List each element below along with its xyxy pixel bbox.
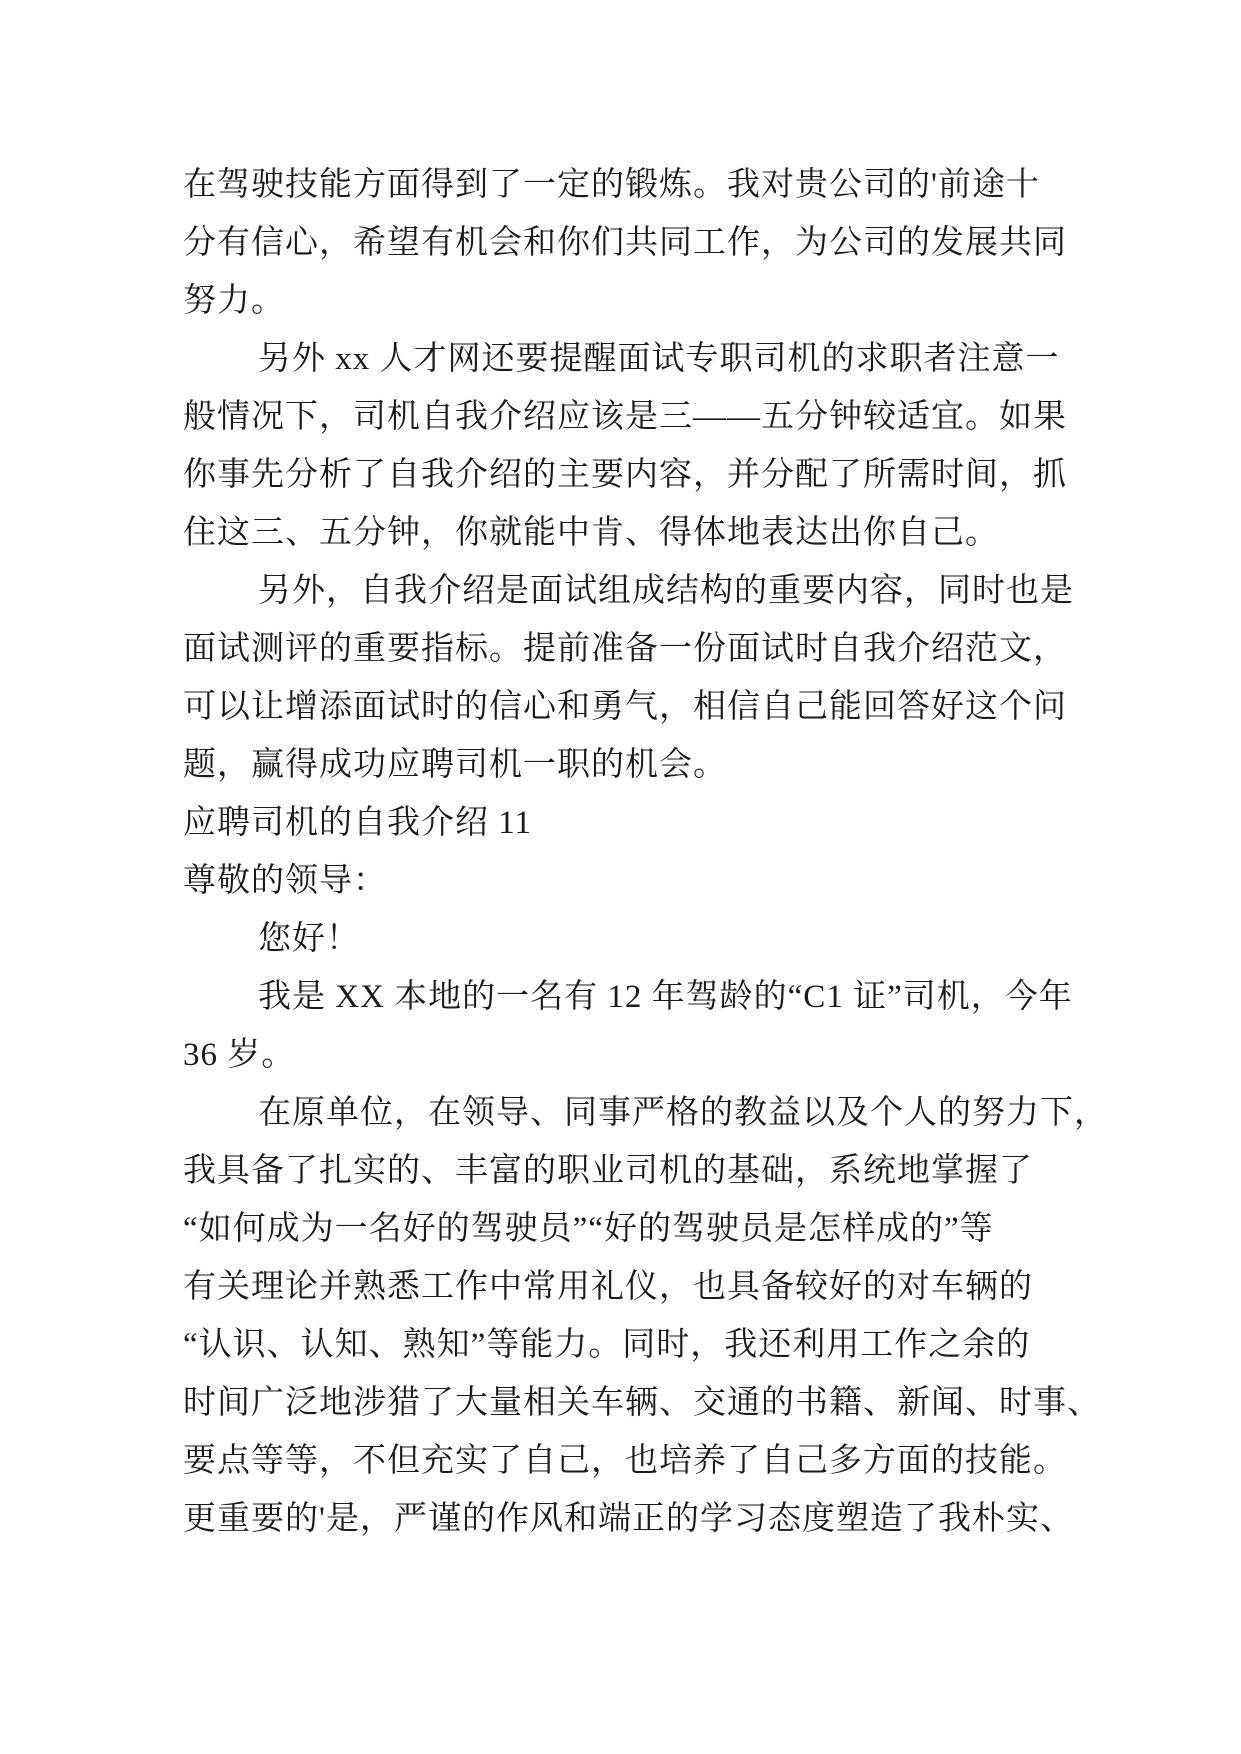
text-line: 我具备了扎实的、丰富的职业司机的基础，系统地掌握了 [183, 1153, 1033, 1189]
text-line: 在原单位，在领导、同事严格的教益以及个人的努力下， [258, 1095, 1108, 1131]
text-line: “认识、认知、熟知”等能力。同时，我还利用工作之余的 [183, 1327, 1031, 1363]
text-line: 题，赢得成功应聘司机一职的机会。 [183, 747, 727, 783]
document-body [183, 156, 1108, 1548]
text-line: 面试测评的重要指标。提前准备一份面试时自我介绍范文， [183, 631, 1067, 667]
text-line: 般情况下，司机自我介绍应该是三——五分钟较适宜。如果 [183, 399, 1067, 435]
text-line: 您好！ [258, 921, 360, 957]
text-line: 住这三、五分钟，你就能中肯、得体地表达出你自己。 [183, 515, 999, 551]
text-line: 另外，自我介绍是面试组成结构的重要内容，同时也是 [258, 573, 1074, 609]
text-line: 时间广泛地涉猎了大量相关车辆、交通的书籍、新闻、时事、 [183, 1385, 1101, 1421]
text-line: 在驾驶技能方面得到了一定的锻炼。我对贵公司的'前途十 [183, 167, 1040, 203]
text-line: 要点等等，不但充实了自己，也培养了自己多方面的技能。 [183, 1443, 1067, 1479]
text-line: 有关理论并熟悉工作中常用礼仪，也具备较好的对车辆的 [183, 1269, 1033, 1305]
text-line: 分有信心，希望有机会和你们共同工作，为公司的发展共同 [183, 225, 1067, 261]
text-line: 我是 XX 本地的一名有 12 年驾龄的“C1 证”司机，今年 [258, 979, 1073, 1015]
text-line: 36 岁。 [183, 1037, 296, 1073]
text-line: 另外 xx 人才网还要提醒面试专职司机的求职者注意一 [258, 341, 1060, 377]
text-line: “如何成为一名好的驾驶员”“好的驾驶员是怎样成的”等 [183, 1211, 994, 1247]
salutation-line: 尊敬的领导： [183, 863, 387, 899]
section-heading: 应聘司机的自我介绍 11 [183, 805, 533, 841]
text-line: 你事先分析了自我介绍的主要内容，并分配了所需时间，抓 [183, 457, 1067, 493]
text-line: 努力。 [183, 283, 285, 319]
text-line: 更重要的'是，严谨的作风和端正的学习态度塑造了我朴实、 [183, 1501, 1074, 1537]
text-line: 可以让增添面试时的信心和勇气，相信自己能回答好这个问 [183, 689, 1067, 725]
